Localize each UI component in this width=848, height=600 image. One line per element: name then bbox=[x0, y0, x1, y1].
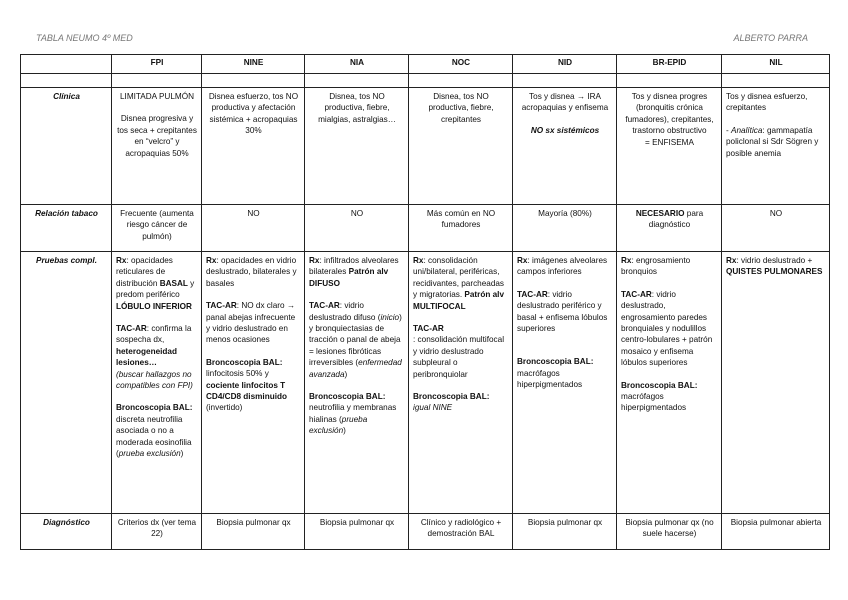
header-nia: NIA bbox=[305, 55, 409, 74]
pruebas-brepid-tac-text: : vidrio deslustrado, engrosamiento paredes bronquiales y nodulillos centro-lobulares + patrón mosaico y enfisema lóbulos superiores bbox=[621, 289, 713, 368]
pruebas-fpi-tac-hetero: heterogeneidad lesiones… bbox=[116, 346, 177, 368]
pruebas-nid-bal-text: macrófagos hiperpigmentados bbox=[517, 368, 583, 390]
clinica-fpi-title: LIMITADA PULMÓN bbox=[119, 92, 194, 101]
pruebas-nia-tac-inicio: inicio bbox=[380, 312, 400, 322]
row-label-diagnostico: Diagnóstico bbox=[21, 514, 112, 550]
pruebas-noc-rx-text: : consolidación uni/bilateral, periféricas, recidivantes, parcheadas y migratorias. bbox=[413, 256, 505, 300]
clinica-nid-text: Tos y disnea → IRA acropaquias y enfisema bbox=[521, 92, 609, 113]
pruebas-brepid-bal-text: macrófagos hiperpigmentados bbox=[621, 392, 687, 413]
row-label-tabaco: Relación tabaco bbox=[21, 205, 112, 252]
pruebas-nil-rx-text: : vidrio deslustrado + bbox=[736, 256, 813, 265]
cell-diag-nia: Biopsia pulmonar qx bbox=[305, 514, 409, 550]
cell-clinica-brepid bbox=[617, 88, 722, 205]
header-noc: NOC bbox=[409, 55, 513, 74]
pruebas-nid-tac-label: TAC-AR bbox=[517, 289, 548, 299]
pruebas-nid-rx-text: : imágenes alveolares campos inferiores bbox=[517, 256, 608, 277]
clinica-nil-dash: - bbox=[726, 125, 732, 135]
header-fpi: FPI bbox=[112, 55, 202, 74]
pruebas-nid-rx-label: Rx bbox=[517, 256, 528, 265]
pruebas-nia-bal-italic: prueba exclusión bbox=[309, 414, 368, 436]
pruebas-nine-rx-text: : opacidades en vidrio deslustrado, bilaterales y basales bbox=[206, 256, 297, 288]
pruebas-fpi-tac-label: TAC-AR bbox=[116, 324, 147, 334]
pruebas-fpi-bal-label: Broncoscopia BAL: bbox=[116, 403, 193, 413]
cell-diag-nine: Biopsia pulmonar qx bbox=[202, 514, 305, 550]
cell-clinica-noc: Disnea, tos NO productiva, fiebre, crepitantes bbox=[409, 88, 513, 205]
pruebas-brepid-rx-text: : engrosamiento bronquios bbox=[621, 256, 691, 277]
pruebas-noc-rx-label: Rx bbox=[413, 256, 424, 265]
row-label-clinica: Clínica bbox=[21, 88, 112, 205]
cell-tabaco-nine: NO bbox=[202, 205, 305, 252]
pruebas-brepid-tac-label: TAC-AR bbox=[621, 289, 652, 299]
pruebas-nine-bal-cociente: cociente linfocitos T CD4/CD8 disminuido bbox=[206, 380, 287, 402]
pruebas-noc-tac-label: TAC-AR bbox=[413, 324, 444, 334]
cell-clinica-nine: Disnea esfuerzo, tos NO productiva y afectación sistémica + acropaquias 30% bbox=[202, 88, 305, 205]
pruebas-nil-rx-label: Rx bbox=[726, 256, 737, 265]
pruebas-nid-tac-text: : vidrio deslustrado periférico y basal + enfisema lóbulos superiores bbox=[517, 289, 608, 334]
cell-pruebas-nid bbox=[513, 252, 617, 514]
pruebas-fpi-bal-text: discreta neutrofilia asociada o no a moderada eosinofilia ( bbox=[116, 414, 192, 459]
pruebas-nine-rx-label: Rx bbox=[206, 256, 217, 265]
pruebas-nia-tac-text2: ) y bronquiectasias de tracción o panal de abeja = lesiones fibróticas irreversibles ( bbox=[309, 312, 402, 368]
cell-pruebas-brepid bbox=[617, 252, 722, 514]
cell-clinica-nil bbox=[722, 88, 830, 205]
pruebas-noc-tac-text: : consolidación multifocal y vidrio deslustrado subpleural o peribronquiolar bbox=[413, 335, 505, 379]
clinica-brepid-text: Tos y disnea progres (bronquitis crónica fumadores), crepitantes, trastorno obstructivo bbox=[625, 92, 714, 136]
cell-clinica-fpi bbox=[112, 88, 202, 205]
cell-tabaco-nid: Mayoría (80%) bbox=[513, 205, 617, 252]
cell-tabaco-nil: NO bbox=[722, 205, 830, 252]
pruebas-noc-bal-text: igual NINE bbox=[413, 403, 453, 413]
pruebas-nia-bal-text: neutrofilia y membranas hialinas ( bbox=[309, 403, 397, 424]
pruebas-nil-rx-quistes: QUISTES PULMONARES bbox=[726, 267, 823, 277]
cell-tabaco-fpi: Frecuente (aumenta riesgo cáncer de pulmón) bbox=[112, 205, 202, 252]
cell-diag-nid: Biopsia pulmonar qx bbox=[513, 514, 617, 550]
header-nine: NINE bbox=[202, 55, 305, 74]
cell-pruebas-nil bbox=[722, 252, 830, 514]
pruebas-noc-bal-label: Broncoscopia BAL: bbox=[413, 392, 490, 402]
clinica-nil-text: Tos y disnea esfuerzo, crepitantes bbox=[726, 92, 808, 113]
pruebas-fpi-rx-label: Rx bbox=[116, 256, 127, 265]
row-pruebas bbox=[21, 252, 830, 514]
pruebas-noc-rx-patron: Patrón alv MULTIFOCAL bbox=[413, 290, 505, 311]
pruebas-fpi-rx-text: : opacidades reticulares de distribución bbox=[116, 256, 173, 288]
header-brepid: BR-EPID bbox=[617, 55, 722, 74]
cell-clinica-nia: Disnea, tos NO productiva, fiebre, mialgias, astralgias… bbox=[305, 88, 409, 205]
pruebas-nia-bal-end: ) bbox=[343, 426, 346, 436]
pruebas-nia-rx-patron: Patrón alv DIFUSO bbox=[309, 267, 389, 288]
cell-tabaco-noc: Más común en NO fumadores bbox=[409, 205, 513, 252]
pruebas-nine-tac-label: TAC-AR bbox=[206, 301, 237, 311]
clinica-nid-note: NO sx sistémicos bbox=[530, 125, 600, 135]
row-label-pruebas: Pruebas compl. bbox=[21, 252, 112, 514]
spacer-row bbox=[21, 74, 830, 88]
pruebas-nia-tac-label: TAC-AR bbox=[309, 301, 340, 311]
pruebas-fpi-tac-note: (buscar hallazgos no compatibles con FPI) bbox=[116, 369, 193, 391]
clinica-brepid-note: = ENFISEMA bbox=[645, 137, 694, 147]
pruebas-fpi-bal-italic: prueba exclusión bbox=[118, 449, 181, 459]
cell-pruebas-nine bbox=[202, 252, 305, 514]
tabaco-brepid-text: para diagnóstico bbox=[648, 209, 704, 230]
cell-diag-brepid: Biopsia pulmonar qx (no suele hacerse) bbox=[617, 514, 722, 550]
header-empty bbox=[21, 55, 112, 74]
pruebas-fpi-bal-end: ) bbox=[180, 449, 184, 459]
row-tabaco bbox=[21, 205, 830, 252]
pruebas-nia-rx-label: Rx bbox=[309, 256, 320, 265]
cell-tabaco-brepid bbox=[617, 205, 722, 252]
tabaco-brepid-necesario: NECESARIO bbox=[635, 209, 685, 218]
header-nid: NID bbox=[513, 55, 617, 74]
pruebas-nia-rx-text: : infiltrados alveolares bilaterales bbox=[309, 256, 399, 277]
pruebas-brepid-rx-label: Rx bbox=[621, 256, 632, 265]
pruebas-nine-tac-text: : NO dx claro → panal abejas infrecuente y vidrio deslustrado en menos ocasiones bbox=[206, 301, 296, 345]
pruebas-nia-bal-label: Broncoscopia BAL: bbox=[309, 392, 386, 402]
pruebas-fpi-rx-lobulo: LÓBULO INFERIOR bbox=[116, 301, 192, 311]
document-header-right: ALBERTO PARRA bbox=[733, 33, 808, 43]
cell-pruebas-nia bbox=[305, 252, 409, 514]
cell-diag-noc: Clínico y radiológico + demostración BAL bbox=[409, 514, 513, 550]
pruebas-fpi-tac-text: : confirma la sospecha dx, bbox=[116, 324, 192, 345]
row-clinica bbox=[21, 88, 830, 205]
document-header-left: TABLA NEUMO 4º MED bbox=[36, 33, 133, 43]
header-row bbox=[21, 55, 830, 74]
pruebas-nia-tac-end: ) bbox=[344, 369, 348, 379]
pruebas-fpi-rx-basal: BASAL bbox=[159, 278, 188, 288]
clinica-fpi-text: Disnea progresiva y tos seca + crepitantes en “velcro” y acropaquias 50% bbox=[117, 114, 197, 158]
pruebas-brepid-bal-label: Broncoscopia BAL: bbox=[621, 380, 698, 390]
pruebas-nid-bal-label: Broncoscopia BAL: bbox=[517, 357, 594, 367]
cell-pruebas-noc bbox=[409, 252, 513, 514]
pruebas-fpi-rx-text2: y predom periférico bbox=[116, 278, 195, 300]
pruebas-nine-bal-end: (invertido) bbox=[206, 403, 243, 413]
pruebas-nine-bal-text: linfocitosis 50% y bbox=[206, 369, 269, 379]
cell-diag-fpi: Criterios dx (ver tema 22) bbox=[112, 514, 202, 550]
clinica-nil-analitica-text: : gammapatía policlonal si Sdr Sögren y posible anemia bbox=[726, 125, 819, 158]
comparison-table bbox=[20, 54, 830, 550]
pruebas-nine-bal-label: Broncoscopia BAL: bbox=[206, 357, 283, 367]
row-diagnostico bbox=[21, 514, 830, 550]
cell-clinica-nid bbox=[513, 88, 617, 205]
cell-tabaco-nia: NO bbox=[305, 205, 409, 252]
clinica-nil-analitica: Analítica bbox=[731, 125, 763, 135]
cell-diag-nil: Biopsia pulmonar abierta bbox=[722, 514, 830, 550]
pruebas-nia-tac-text: : vidrio deslustrado difuso ( bbox=[309, 301, 381, 322]
header-nil: NIL bbox=[722, 55, 830, 74]
pruebas-nia-tac-avanzada: enfermedad avanzada bbox=[309, 358, 402, 379]
cell-pruebas-fpi bbox=[112, 252, 202, 514]
